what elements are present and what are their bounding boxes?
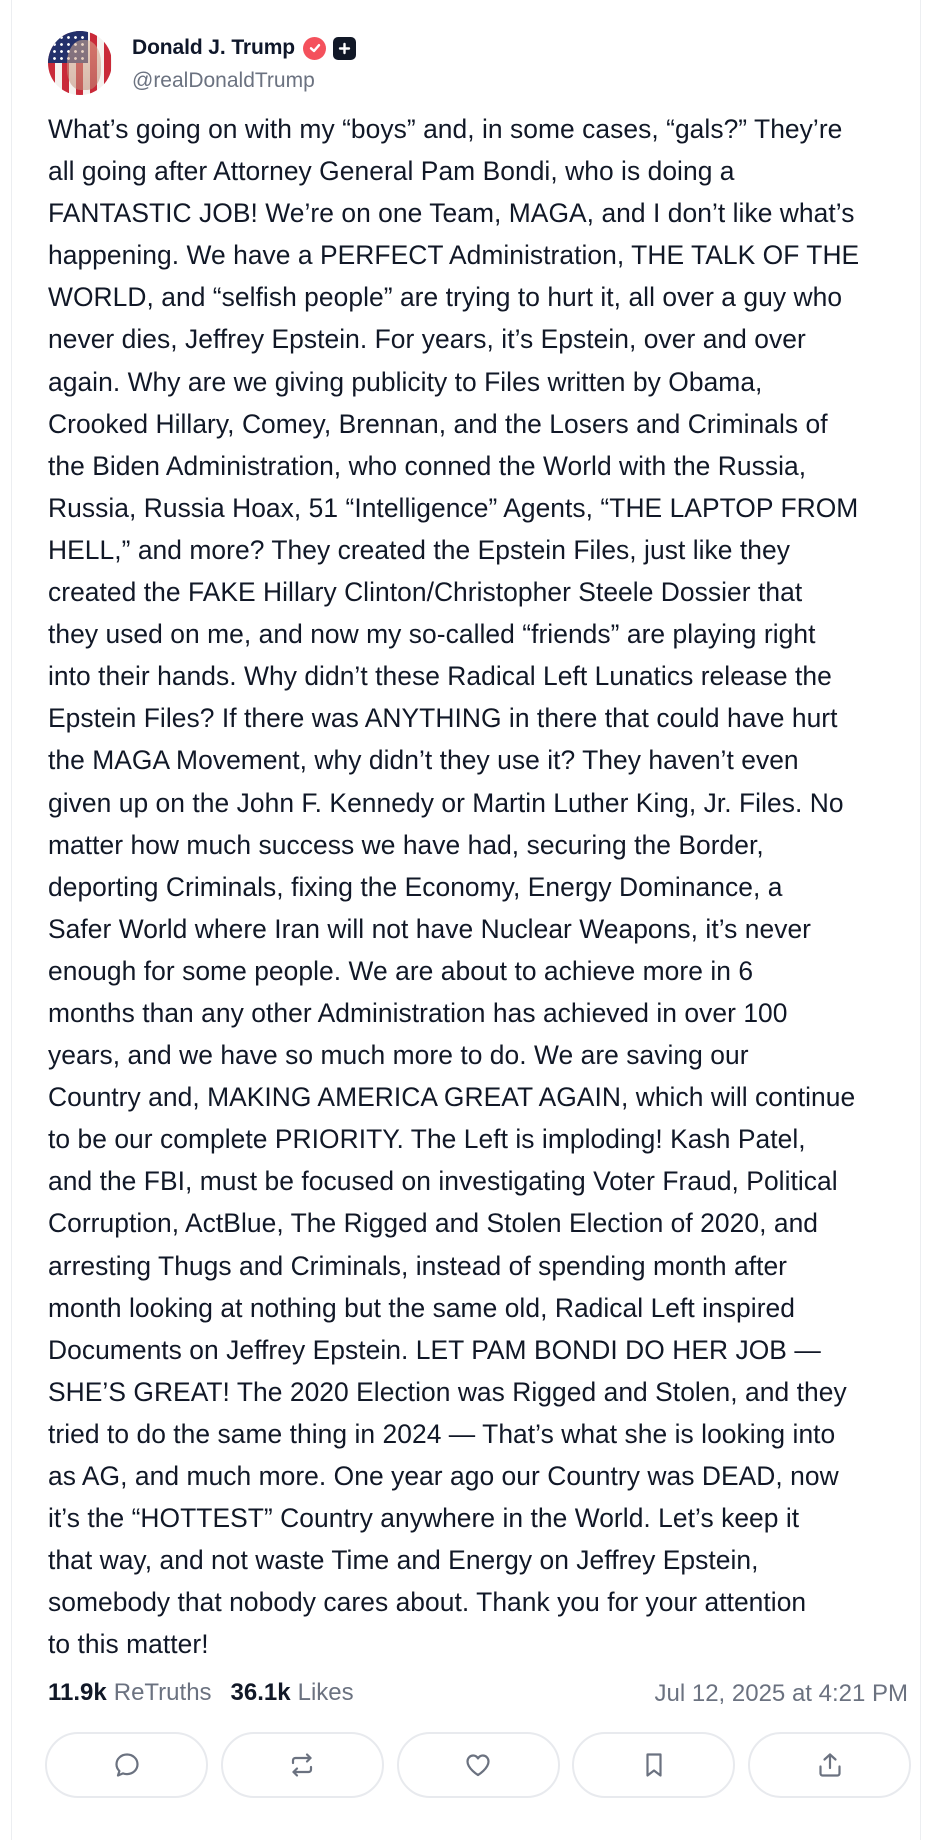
post-text-line: happening. We have a PERFECT Administration, THE TALK OF THE [48, 240, 860, 271]
bookmark-button[interactable] [572, 1732, 735, 1798]
share-button[interactable] [748, 1732, 911, 1798]
post-text-line: all going after Attorney General Pam Bondi, who is doing a [48, 156, 735, 187]
post-text-line: never dies, Jeffrey Epstein. For years, it’s Epstein, over and over [48, 324, 806, 355]
post-text-line: years, and we have so much more to do. We are saving our [48, 1040, 749, 1071]
post-timestamp[interactable]: Jul 12, 2025 at 4:21 PM [654, 1680, 908, 1707]
post-text-line: created the FAKE Hillary Clinton/Christopher Steele Dossier that [48, 577, 803, 608]
author-display-name[interactable]: Donald J. Trump [132, 36, 296, 59]
post-header [48, 31, 356, 97]
retruths-label[interactable]: ReTruths [113, 1679, 212, 1706]
author-identity [132, 35, 356, 93]
post-text-line: to this matter! [48, 1629, 209, 1660]
post-text-line: again. Why are we giving publicity to Files written by Obama, [48, 366, 763, 397]
bookmark-icon [639, 1750, 669, 1780]
heart-icon [463, 1750, 493, 1780]
post-text-line: matter how much success we have had, securing the Border, [48, 829, 764, 860]
portrait-face [67, 40, 101, 90]
post-text-line: given up on the John F. Kennedy or Martin Luther King, Jr. Files. No [48, 787, 844, 818]
post-text-line: SHE’S GREAT! The 2020 Election was Rigged and Stolen, and they [48, 1376, 847, 1407]
post-text-line: they used on me, and now my so-called “friends” are playing right [48, 619, 816, 650]
post-text-line: to be our complete PRIORITY. The Left is imploding! Kash Patel, [48, 1124, 806, 1155]
post-text-line: month looking at nothing but the same old, Radical Left inspired [48, 1292, 795, 1323]
verified-check-icon [303, 37, 326, 60]
post-text-line: Country and, MAKING AMERICA GREAT AGAIN, which will continue [48, 1082, 856, 1113]
post-text-line: What’s going on with my “boys” and, in some cases, “gals?” They’re [48, 114, 843, 144]
post-stats [48, 1675, 908, 1711]
likes-count[interactable]: 36.1k [230, 1679, 291, 1706]
retruths-count[interactable]: 11.9k [48, 1679, 107, 1706]
post-text-line: the MAGA Movement, why didn’t they use it? They haven’t even [48, 745, 799, 776]
action-bar [45, 1732, 911, 1798]
post-text-line: WORLD, and “selfish people” are trying to hurt it, all over a guy who [48, 282, 843, 313]
post-text-line: it’s the “HOTTEST” Country anywhere in the World. Let’s keep it [48, 1503, 800, 1534]
post-card [11, 0, 921, 1840]
post-text-line: and the FBI, must be focused on investigating Voter Fraud, Political [48, 1166, 838, 1197]
post-text-line: arresting Thugs and Criminals, instead of spending month after [48, 1250, 788, 1281]
post-text-line: that way, and not waste Time and Energy on Jeffrey Epstein, [48, 1545, 759, 1576]
author-name-row [132, 35, 356, 61]
comment-icon [112, 1750, 142, 1780]
post-text-line: deporting Criminals, fixing the Economy, Energy Dominance, a [48, 871, 783, 902]
post-text-line: Crooked Hillary, Comey, Brennan, and the Losers and Criminals of [48, 408, 828, 439]
post-text-line: Safer World where Iran will not have Nuclear Weapons, it’s never [48, 913, 812, 944]
post-text-line: Epstein Files? If there was ANYTHING in there that could have hurt [48, 703, 838, 734]
post-text-line: FANTASTIC JOB! We’re on one Team, MAGA, and I don’t like what’s [48, 198, 855, 229]
post-text-line: Corruption, ActBlue, The Rigged and Stolen Election of 2020, and [48, 1208, 819, 1239]
retruth-button[interactable] [221, 1732, 384, 1798]
post-text-line: into their hands. Why didn’t these Radical Left Lunatics release the [48, 661, 832, 692]
post-text-line: Russia, Russia Hoax, 51 “Intelligence” Agents, “THE LAPTOP FROM [48, 492, 859, 523]
post-text-line: HELL,” and more? They created the Epstein Files, just like they [48, 534, 790, 565]
author-handle[interactable]: @realDonaldTrump [132, 69, 315, 92]
avatar[interactable] [48, 31, 112, 95]
share-icon [815, 1750, 845, 1780]
reply-button[interactable] [45, 1732, 208, 1798]
post-text-line: enough for some people. We are about to achieve more in 6 [48, 955, 754, 986]
post-text-line: tried to do the same thing in 2024 — That’s what she is looking into [48, 1418, 836, 1449]
post-text-line: somebody that nobody cares about. Thank you for your attention [48, 1587, 807, 1618]
post-text-line: the Biden Administration, who conned the World with the Russia, [48, 450, 807, 481]
post-body [48, 108, 914, 1665]
post-text-line: months than any other Administration has achieved in over 100 [48, 997, 788, 1028]
post-text-line: Documents on Jeffrey Epstein. LET PAM BONDI DO HER JOB — [48, 1334, 821, 1365]
post-text-line: as AG, and much more. One year ago our Country was DEAD, now [48, 1461, 839, 1491]
plus-badge-icon [333, 37, 356, 60]
like-button[interactable] [397, 1732, 560, 1798]
likes-label[interactable]: Likes [297, 1679, 354, 1706]
repost-icon [287, 1750, 317, 1780]
